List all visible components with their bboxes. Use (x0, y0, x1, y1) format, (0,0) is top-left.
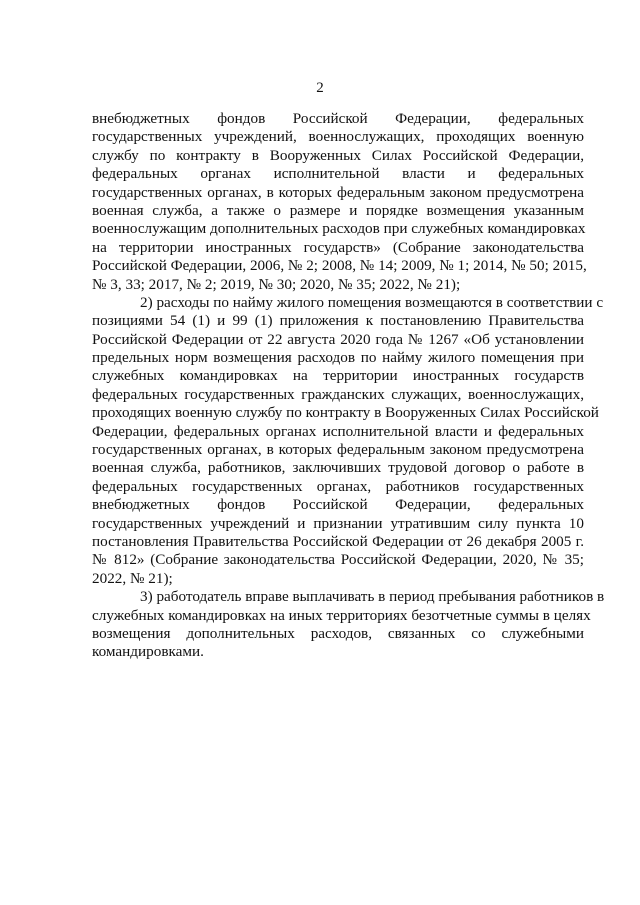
text-line: федеральных государственных гражданских служащих, военнослужащих, (92, 385, 584, 403)
text-line: 3) работодатель вправе выплачивать в период пребывания работников в (140, 588, 605, 606)
document-body (92, 110, 605, 662)
text-line: на территории иностранных государств» (Собрание законодательства (92, 238, 584, 256)
page-number: 2 (316, 80, 324, 96)
text-line: государственных учреждений, военнослужащих, проходящих военную (92, 128, 584, 146)
text-line: военнослужащим дополнительных расходов при служебных командировках (92, 220, 586, 238)
paragraph (92, 588, 605, 662)
paragraph (92, 110, 587, 294)
text-line: № 812» (Собрание законодательства Российской Федерации, 2020, № 35; (92, 551, 584, 569)
text-line: Федерации, федеральных органах исполнительной власти и федеральных (92, 422, 584, 440)
text-line: внебюджетных фондов Российской Федерации, федеральных (92, 496, 584, 514)
text-line: военная служба, а также о размере и порядке возмещения указанным (92, 201, 584, 219)
text-line: проходящих военную службу по контракту в Вооруженных Силах Российской (92, 404, 599, 422)
text-line: государственных органах, в которых федеральным законом предусмотрена (92, 183, 584, 201)
text-line: федеральных органах исполнительной власти и федеральных (92, 165, 584, 183)
text-line: служебных командировках на иных территориях безотчетные суммы в целях (92, 606, 591, 624)
text-line: предельных норм возмещения расходов по найму жилого помещения при (92, 349, 584, 367)
text-line: федеральных государственных органах, работников государственных (92, 477, 584, 495)
text-line: службу по контракту в Вооруженных Силах Российской Федерации, (92, 146, 584, 164)
text-line: Российской Федерации, 2006, № 2; 2008, № 14; 2009, № 1; 2014, № 50; 2015, (92, 257, 587, 275)
text-line: внебюджетных фондов Российской Федерации, федеральных (92, 110, 584, 127)
text-line: государственных учреждений и признании утратившим силу пункта 10 (92, 514, 584, 532)
paragraph (92, 293, 604, 588)
text-line: № 3, 33; 2017, № 2; 2019, № 30; 2020, № 35; 2022, № 21); (92, 275, 461, 293)
text-line: позициями 54 (1) и 99 (1) приложения к постановлению Правительства (92, 312, 584, 330)
text-line: 2022, № 21); (92, 569, 173, 587)
text-line: военная служба, работников, заключивших трудовой договор о работе в (92, 459, 584, 477)
text-line: государственных органах, в которых федеральным законом предусмотрена (92, 441, 584, 459)
text-line: служебных командировках на территории иностранных государств (92, 367, 584, 385)
text-line: постановления Правительства Российской Федерации от 26 декабря 2005 г. (92, 532, 584, 550)
text-line: 2) расходы по найму жилого помещения возмещаются в соответствии с (140, 293, 604, 311)
text-line: возмещения дополнительных расходов, связанных со служебными (92, 624, 584, 642)
text-line: командировками. (92, 643, 204, 661)
text-line: Российской Федерации от 22 августа 2020 года № 1267 «Об установлении (92, 330, 584, 348)
